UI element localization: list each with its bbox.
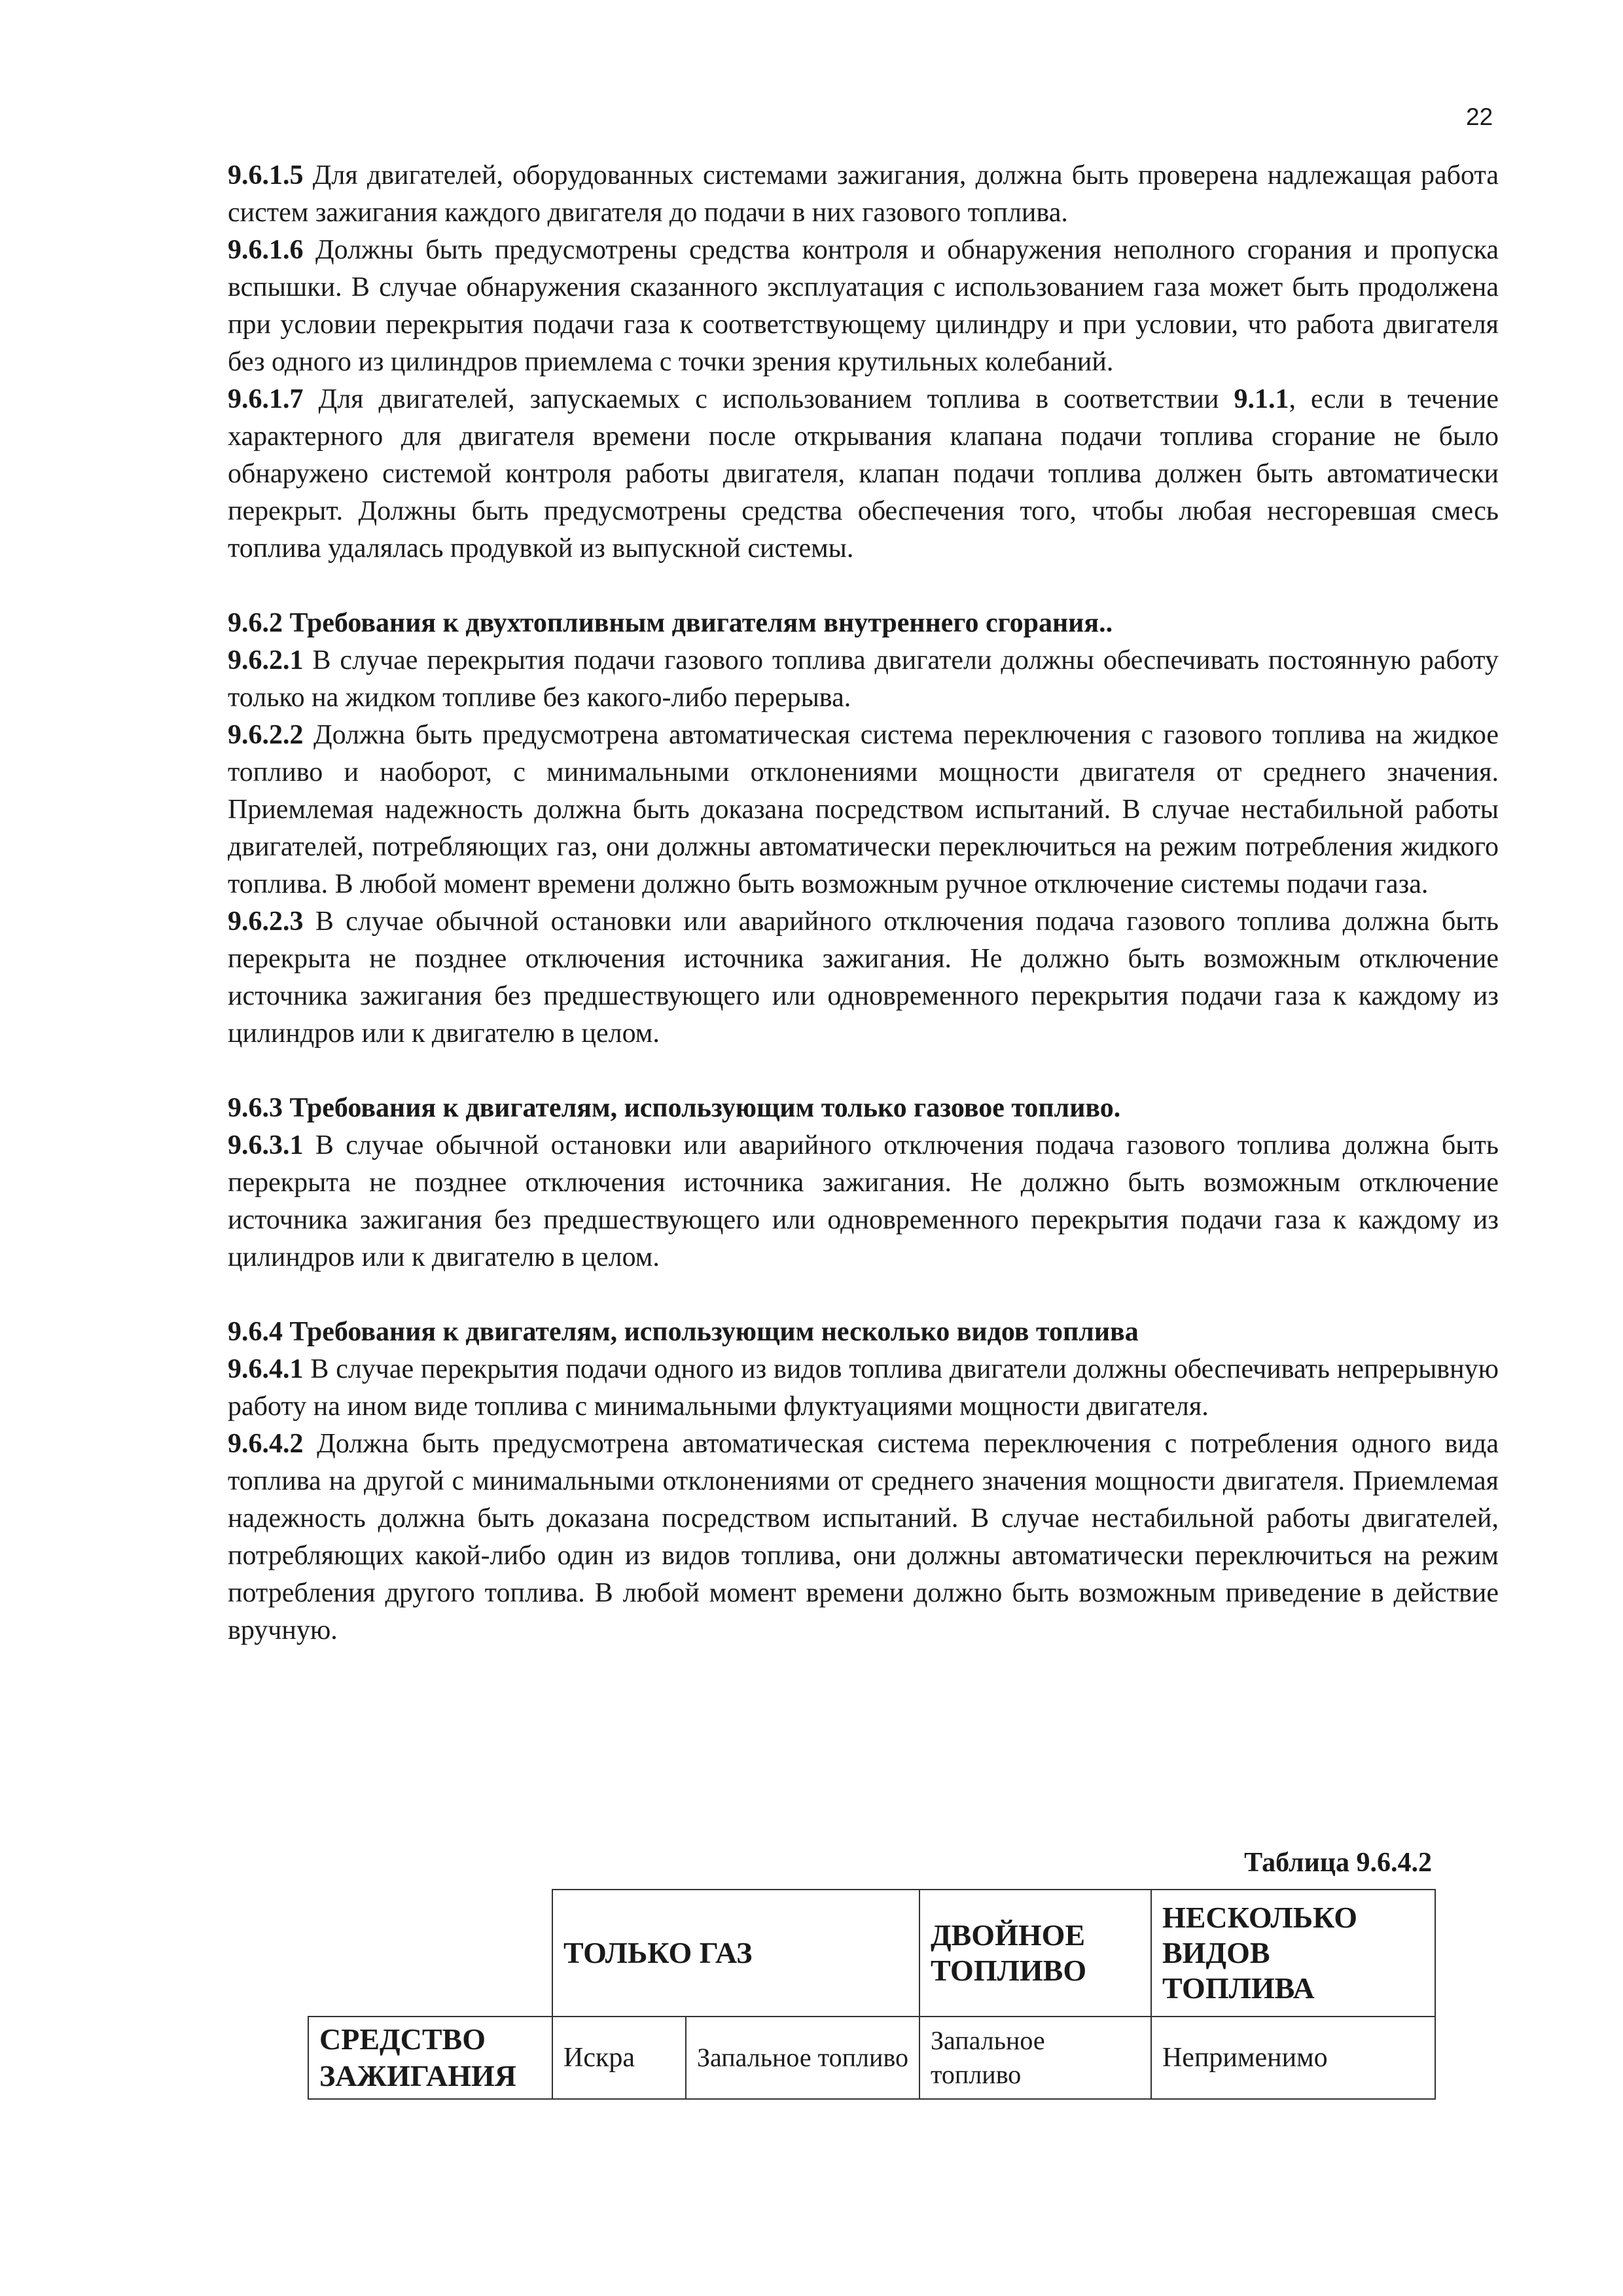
table-caption: Таблица 9.6.4.2 [1244,1848,1432,1878]
page-number: 22 [1466,103,1493,130]
cell-pilot-fuel-gas: Запальное топливо [686,2017,919,2099]
clause-number: 9.6.4.1 [228,1354,304,1384]
clause-text: Для двигателей, запускаемых с использованием топлива в соответствии [303,384,1234,414]
clause-9-6-2-2 [228,717,1499,903]
clause-number: 9.6.3.1 [228,1130,304,1160]
clause-text: В случае перекрытия подачи одного из видов топлива двигатели должны обеспечивать непрерывную работу на ином виде топлива с минимальными флуктуациями мощности двигателя. [228,1354,1499,1422]
clause-text: Должны быть предусмотрены средства контроля и обнаружения неполного сгорания и пропуска вспышки. В случае обнаружения сказанного эксплуатация с использованием газа может быть продолжена при условии перекрытия подачи газа к соответствующему цилиндру и при условии, что работа двигателя без одного из цилиндров приемлема с точки зрения крутильных колебаний. [228,235,1499,377]
header-multi-fuel: НЕСКОЛЬКО ВИДОВ ТОПЛИВА [1151,1890,1435,2017]
clause-number: 9.6.4.2 [228,1429,304,1459]
clause-text: Должна быть предусмотрена автоматическая система переключения с газового топлива на жидкое топливо и наоборот, с минимальными отклонениями мощности двигателя от среднего значения. Приемлемая надежность должна быть доказана посредством испытаний. В случае нестабильной работы двигателей, потребляющих газ, они должны автоматически переключиться на режим потребления жидкого топлива. В любой момент времени должно быть возможным ручное отключение системы подачи газа. [228,720,1499,899]
cell-pilot-fuel-dual: Запальное топливо [919,2017,1151,2099]
clause-number: 9.6.2.3 [228,906,304,937]
clause-9-6-2-1 [228,642,1499,717]
section-heading-9-6-4: 9.6.4 Требования к двигателям, использующим несколько видов топлива [228,1317,1139,1347]
clause-9-6-4-1 [228,1351,1499,1426]
table-header-row [308,1890,1435,2017]
clause-number: 9.6.2.2 [228,720,304,750]
header-dual-fuel: ДВОЙНОЕ ТОПЛИВО [919,1890,1151,2017]
header-gas-only: ТОЛЬКО ГАЗ [552,1890,919,2017]
row-label-ignition: СРЕДСТВО ЗАЖИГАНИЯ [308,2017,552,2099]
clause-9-6-2-3 [228,903,1499,1052]
cell-not-applicable: Неприменимо [1151,2017,1435,2099]
clause-number: 9.6.2.1 [228,645,304,675]
clause-9-6-1-5 [228,157,1499,232]
clause-text: Для двигателей, оборудованных системами зажигания, должна быть проверена надлежащая работа систем зажигания каждого двигателя до подачи в них газового топлива. [228,160,1499,228]
clause-number: 9.6.1.6 [228,235,304,265]
clause-9-6-1-6 [228,232,1499,381]
clause-number: 9.6.1.5 [228,160,304,190]
table-row [308,2017,1435,2099]
clause-text: В случае обычной остановки или аварийного отключения подача газового топлива должна быть перекрыта не позднее отключения источника зажигания. Не должно быть возможным отключение источника зажигания без предшествующего или одновременного перекрытия подачи газа к каждому из цилиндров или к двигателю в целом. [228,1130,1499,1272]
clause-text: В случае обычной остановки или аварийного отключения подача газового топлива должна быть перекрыта не позднее отключения источника зажигания. Не должно быть возможным отключение источника зажигания без предшествующего или одновременного перекрытия подачи газа к каждому из цилиндров или к двигателю в целом. [228,906,1499,1049]
clause-9-6-1-7 [228,381,1499,567]
clause-text: Должна быть предусмотрена автоматическая система переключения с потребления одного вида топлива на другой с минимальными отклонениями от среднего значения мощности двигателя. Приемлемая надежность должна быть доказана посредством испытаний. В случае нестабильной работы двигателей, потребляющих какой-либо один из видов топлива, они должны автоматически переключиться на режим потребления другого топлива. В любой момент времени должно быть возможным приведение в действие вручную. [228,1429,1499,1645]
clause-text: В случае перекрытия подачи газового топлива двигатели должны обеспечивать постоянную работу только на жидком топливе без какого-либо перерыва. [228,645,1499,713]
table-corner-cell [308,1890,552,2017]
section-heading-9-6-2: 9.6.2 Требования к двухтопливным двигателям внутреннего сгорания.. [228,608,1113,638]
section-heading-9-6-3: 9.6.3 Требования к двигателям, использующим только газовое топливо. [228,1093,1121,1123]
clause-text: , если в течение характерного для двигателя времени после открывания клапана подачи топлива сгорание не было обнаружено системой контроля работы двигателя, клапан подачи топлива должен быть автоматически перекрыт. Должны быть предусмотрены средства обеспечения того, чтобы любая несгоревшая смесь топлива удалялась продувкой из выпускной системы. [228,384,1499,564]
clause-9-6-3-1 [228,1127,1499,1276]
ignition-table [308,1889,1436,2100]
clause-reference: 9.1.1 [1234,384,1289,414]
document-body [228,157,1499,1649]
clause-9-6-4-2 [228,1426,1499,1649]
cell-spark: Искра [552,2017,686,2099]
clause-number: 9.6.1.7 [228,384,304,414]
